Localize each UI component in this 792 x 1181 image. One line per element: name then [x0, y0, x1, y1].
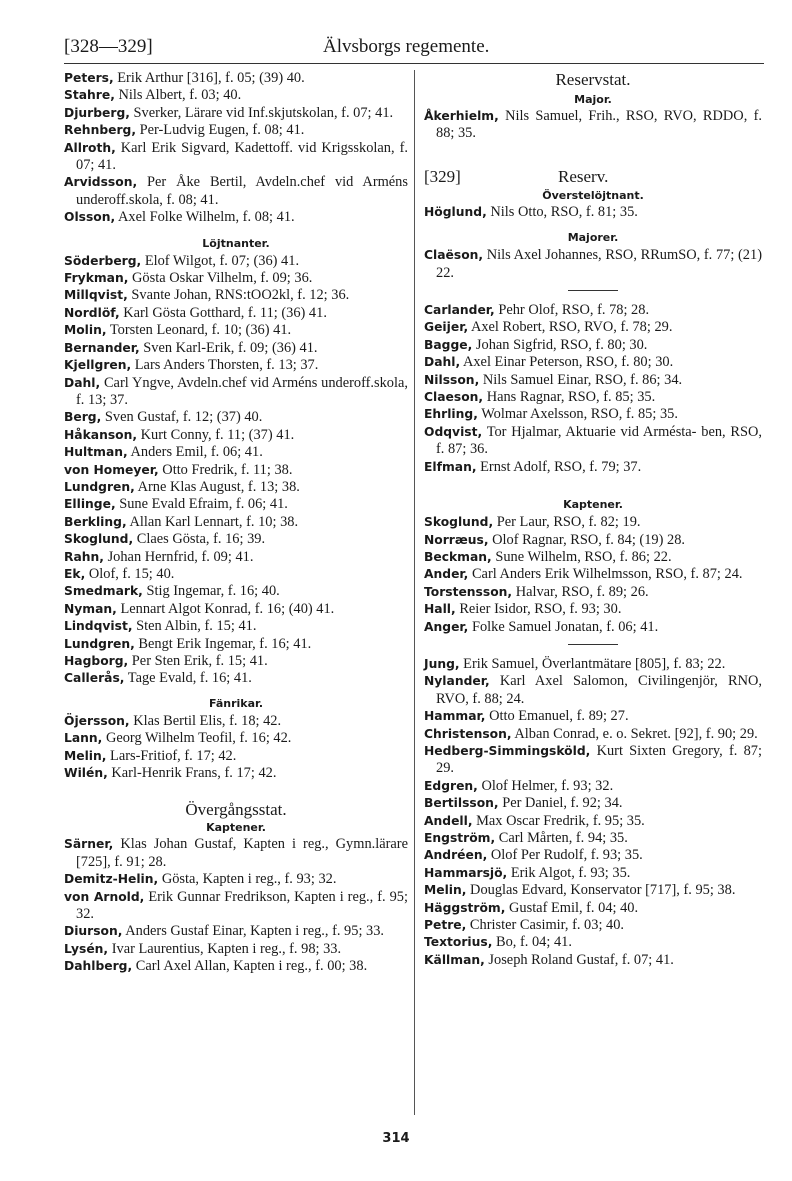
- entry-list-overstelojtnant: [424, 204, 762, 221]
- person-name: Arvidsson,: [64, 175, 138, 190]
- roster-entry: [424, 656, 762, 673]
- person-details: Per Åke Bertil, Avdeln.chef vid Arméns underoff.skola, f. 08; 41.: [76, 174, 408, 208]
- person-details: Erik Samuel, Överlantmätare [805], f. 83; 22.: [463, 655, 726, 672]
- section-page-number: [329]: [424, 166, 461, 186]
- person-name: Lundgren,: [64, 636, 135, 651]
- entry-list-majorer-2: [424, 302, 762, 476]
- section-heading-reservstat: Reservstat.: [555, 70, 631, 89]
- roster-entry: [424, 247, 762, 282]
- roster-entry: [424, 813, 762, 830]
- roster-entry: [64, 305, 408, 322]
- roster-entry: [424, 514, 762, 531]
- roster-entry: [64, 87, 408, 104]
- person-name: Ek,: [64, 566, 86, 581]
- header-rule: [64, 63, 764, 64]
- roster-entry: [64, 636, 408, 653]
- right-column: [424, 70, 762, 969]
- person-name: Beckman,: [424, 549, 492, 564]
- roster-entry: [424, 865, 762, 882]
- person-details: Carl Anders Erik Wilhelmsson, RSO, f. 87; 24.: [471, 566, 743, 583]
- person-details: Nils Samuel Einar, RSO, f. 86; 34.: [482, 371, 683, 388]
- roster-entry: [424, 337, 762, 354]
- person-details: Kurt Sixten Gregory, f. 87; 29.: [436, 742, 762, 777]
- person-details: Nils Axel Johannes, RSO, RRumSO, f. 77; (21) 22.: [436, 247, 762, 281]
- person-name: Dahl,: [424, 355, 461, 370]
- roster-entry: [424, 549, 762, 566]
- person-name: Nylander,: [424, 674, 490, 689]
- roster-entry: [424, 726, 762, 743]
- roster-entry: [424, 566, 762, 583]
- person-details: Carl Axel Allan, Kapten i reg., f. 00; 38.: [135, 958, 368, 975]
- roster-entry: [64, 713, 408, 730]
- roster-entry: [64, 122, 408, 139]
- roster-entry: [64, 871, 408, 888]
- rank-heading-major: Major.: [574, 93, 612, 106]
- person-details: Klas Bertil Elis, f. 18; 42.: [133, 712, 282, 729]
- person-details: Johan Hernfrid, f. 09; 41.: [107, 548, 254, 565]
- section-title-reserv: Reserv.: [558, 166, 609, 186]
- entry-list-lojtnanter: [64, 253, 408, 688]
- person-details: Christer Casimir, f. 03; 40.: [469, 917, 625, 934]
- person-name: Bertilsson,: [424, 796, 499, 811]
- roster-entry: [424, 459, 762, 476]
- left-column: [64, 70, 408, 976]
- roster-entry: [64, 375, 408, 410]
- person-name: Nyman,: [64, 601, 117, 616]
- person-name: Åkerhielm,: [424, 109, 499, 123]
- person-name: Engström,: [424, 831, 496, 845]
- person-name: von Arnold,: [64, 889, 145, 904]
- person-details: Olof Ragnar, RSO, f. 84; (19) 28.: [492, 531, 685, 548]
- person-details: Otto Fredrik, f. 11; 38.: [162, 461, 293, 478]
- person-name: Callerås,: [64, 671, 125, 686]
- roster-entry: [424, 743, 762, 778]
- roster-entry: [64, 748, 408, 765]
- entry-list-kaptener-reserv-2: [424, 656, 762, 969]
- person-details: Per-Ludvig Eugen, f. 08; 41.: [139, 122, 305, 139]
- person-name: Frykman,: [64, 271, 129, 286]
- person-name: Odqvist,: [424, 424, 483, 439]
- person-name: Claëson,: [424, 248, 484, 263]
- page-range: [328—329]: [64, 36, 153, 57]
- person-name: Skoglund,: [64, 532, 134, 547]
- person-details: Svante Johan, RNS:tOO2kl, f. 12; 36.: [131, 287, 350, 304]
- roster-entry: [424, 584, 762, 601]
- roster-entry: [64, 209, 408, 226]
- person-name: Dahl,: [64, 375, 101, 390]
- person-name: Hammar,: [424, 709, 486, 724]
- person-name: Ander,: [424, 567, 469, 582]
- person-name: Skoglund,: [424, 515, 494, 530]
- person-details: Hans Ragnar, RSO, f. 85; 35.: [486, 389, 656, 406]
- person-name: Öjersson,: [64, 713, 130, 728]
- roster-entry: [424, 302, 762, 319]
- person-name: Håkanson,: [64, 427, 138, 442]
- person-name: Djurberg,: [64, 105, 130, 120]
- person-name: Bagge,: [424, 337, 473, 352]
- roster-entry: [424, 917, 762, 934]
- roster-entry: [64, 357, 408, 374]
- person-details: Nils Otto, RSO, f. 81; 35.: [490, 203, 638, 220]
- person-name: Lundgren,: [64, 479, 135, 494]
- person-details: Joseph Roland Gustaf, f. 07; 41.: [488, 951, 674, 968]
- person-details: Axel Einar Peterson, RSO, f. 80; 30.: [462, 354, 674, 371]
- roster-entry: [64, 270, 408, 287]
- person-details: Axel Folke Wilhelm, f. 08; 41.: [118, 209, 295, 226]
- person-details: Otto Emanuel, f. 89; 27.: [489, 708, 629, 725]
- person-name: Millqvist,: [64, 288, 128, 303]
- person-name: Andell,: [424, 813, 473, 828]
- person-name: Allroth,: [64, 140, 116, 155]
- roster-entry: [64, 174, 408, 209]
- person-details: Claes Gösta, f. 16; 39.: [136, 531, 266, 548]
- roster-entry: [64, 670, 408, 687]
- rank-heading-overstelojtnant: Överstelöjtnant.: [542, 188, 644, 202]
- roster-entry: [424, 108, 762, 143]
- roster-entry: [64, 253, 408, 270]
- running-header: [64, 36, 764, 60]
- roster-entry: [64, 531, 408, 548]
- person-name: Jung,: [424, 656, 460, 671]
- roster-entry: [424, 934, 762, 951]
- person-details: Georg Wilhelm Teofil, f. 16; 42.: [105, 730, 292, 747]
- person-name: Nordlöf,: [64, 305, 120, 320]
- roster-entry: [64, 427, 408, 444]
- person-name: Melin,: [64, 748, 107, 763]
- person-details: Bengt Erik Ingemar, f. 16; 41.: [138, 635, 312, 652]
- person-details: Gösta Oskar Vilhelm, f. 09; 36.: [132, 270, 313, 287]
- person-details: Tor Hjalmar, Aktuarie vid Armésta- ben, RSO, f. 87; 36.: [436, 423, 762, 458]
- person-details: Pehr Olof, RSO, f. 78; 28.: [498, 302, 650, 319]
- roster-entry: [424, 708, 762, 725]
- person-name: Bernander,: [64, 340, 140, 355]
- person-name: Diurson,: [64, 924, 123, 939]
- roster-entry: [64, 889, 408, 924]
- roster-entry: [424, 532, 762, 549]
- roster-entry: [64, 618, 408, 635]
- roster-entry: [64, 601, 408, 618]
- person-details: Karl Gösta Gotthard, f. 11; (36) 41.: [123, 304, 327, 321]
- roster-entry: [64, 653, 408, 670]
- person-name: Claeson,: [424, 390, 484, 405]
- page-number: 314: [382, 1131, 410, 1146]
- roster-entry: [64, 105, 408, 122]
- person-details: Gustaf Emil, f. 04; 40.: [509, 899, 639, 916]
- person-name: Smedmark,: [64, 584, 143, 599]
- person-details: Per Laur, RSO, f. 82; 19.: [496, 514, 641, 531]
- entry-list-major: [424, 108, 762, 143]
- rank-heading-fanrikar: Fänrikar.: [208, 696, 264, 710]
- person-name: Söderberg,: [64, 253, 142, 268]
- person-name: Lysén,: [64, 941, 109, 956]
- person-details: Elof Wilgot, f. 07; (36) 41.: [144, 252, 300, 269]
- person-details: Lars-Fritiof, f. 17; 42.: [110, 747, 237, 764]
- person-name: Hultman,: [64, 445, 128, 460]
- roster-entry: [64, 836, 408, 871]
- roster-entry: [424, 778, 762, 795]
- roster-entry: [64, 583, 408, 600]
- person-name: Stahre,: [64, 88, 115, 103]
- person-details: Wolmar Axelsson, RSO, f. 85; 35.: [481, 406, 678, 423]
- person-name: Petre,: [424, 918, 467, 933]
- person-details: Nils Albert, f. 03; 40.: [118, 87, 242, 104]
- separator-rule: [568, 290, 618, 291]
- rank-heading-lojtnanter: Löjtnanter.: [202, 236, 270, 250]
- person-details: Johan Sigfrid, RSO, f. 80; 30.: [475, 336, 648, 353]
- person-details: Halvar, RSO, f. 89; 26.: [515, 583, 649, 600]
- person-details: Lennart Algot Konrad, f. 16; (40) 41.: [120, 600, 335, 617]
- person-details: Ernst Adolf, RSO, f. 79; 37.: [480, 458, 642, 475]
- person-details: Folke Samuel Jonatan, f. 06; 41.: [471, 618, 659, 635]
- rank-heading-kaptener-overgang: Kaptener.: [206, 821, 266, 835]
- column-divider: [414, 70, 415, 1115]
- person-name: Häggström,: [424, 900, 506, 915]
- person-details: Torsten Leonard, f. 10; (36) 41.: [109, 322, 292, 339]
- roster-entry: [64, 70, 408, 87]
- roster-entry: [424, 389, 762, 406]
- person-details: Reier Isidor, RSO, f. 93; 30.: [459, 601, 622, 618]
- roster-entry: [424, 204, 762, 221]
- separator-rule: [568, 644, 618, 645]
- person-name: Hammarsjö,: [424, 865, 508, 880]
- person-name: Demitz-Helin,: [64, 872, 159, 887]
- roster-entry: [424, 882, 762, 899]
- person-details: Axel Robert, RSO, RVO, f. 78; 29.: [470, 319, 673, 336]
- person-details: Per Sten Erik, f. 15; 41.: [131, 653, 268, 669]
- roster-entry: [424, 795, 762, 812]
- person-details: Sven Karl-Erik, f. 09; (36) 41.: [143, 339, 318, 356]
- person-name: Carlander,: [424, 303, 495, 318]
- person-name: Christenson,: [424, 726, 512, 741]
- roster-entry: [64, 566, 408, 583]
- person-details: Sverker, Lärare vid Inf.skjutskolan, f. 07; 41.: [133, 104, 394, 121]
- entry-list-kaptener-top: [64, 70, 408, 227]
- entry-list-kaptener-overgang: [64, 836, 408, 975]
- person-details: Carl Mårten, f. 94; 35.: [498, 830, 628, 846]
- person-details: Anders Gustaf Einar, Kapten i reg., f. 95; 33.: [125, 923, 385, 940]
- person-details: Olof Helmer, f. 93; 32.: [481, 777, 614, 794]
- person-details: Douglas Edvard, Konservator [717], f. 95; 38.: [470, 882, 736, 899]
- roster-entry: [64, 549, 408, 566]
- person-details: Allan Karl Lennart, f. 10; 38.: [129, 513, 299, 530]
- person-name: Lann,: [64, 731, 103, 746]
- entry-list-majorer-1: [424, 247, 762, 282]
- person-name: Kjellgren,: [64, 358, 132, 373]
- entry-list-kaptener-reserv-1: [424, 514, 762, 636]
- roster-entry: [64, 462, 408, 479]
- person-details: Tage Evald, f. 16; 41.: [127, 670, 252, 687]
- person-details: Per Daniel, f. 92; 34.: [502, 795, 623, 812]
- person-name: Geijer,: [424, 320, 469, 335]
- roster-entry: [424, 354, 762, 371]
- roster-entry: [64, 479, 408, 496]
- person-name: von Homeyer,: [64, 462, 159, 477]
- person-details: Klas Johan Gustaf, Kapten i reg., Gymn.lärare [725], f. 91; 28.: [76, 836, 408, 870]
- person-name: Hagborg,: [64, 654, 129, 668]
- person-details: Ivar Laurentius, Kapten i reg., f. 98; 33.: [111, 940, 342, 957]
- person-name: Källman,: [424, 952, 485, 967]
- person-name: Hedberg-Simmingsköld,: [424, 743, 591, 758]
- person-details: Sven Gustaf, f. 12; (37) 40.: [104, 409, 263, 426]
- person-details: Anders Emil, f. 06; 41.: [130, 444, 263, 461]
- person-name: Dahlberg,: [64, 959, 133, 974]
- person-name: Nilsson,: [424, 372, 480, 387]
- person-name: Hall,: [424, 602, 456, 617]
- roster-entry: [424, 673, 762, 708]
- roster-entry: [424, 847, 762, 864]
- person-name: Peters,: [64, 71, 114, 85]
- person-details: Max Oscar Fredrik, f. 95; 35.: [476, 812, 645, 829]
- person-details: Olof, f. 15; 40.: [88, 565, 175, 582]
- person-details: Gösta, Kapten i reg., f. 93; 32.: [161, 871, 337, 888]
- roster-entry: [64, 287, 408, 304]
- roster-entry: [64, 923, 408, 940]
- person-name: Norræus,: [424, 532, 489, 547]
- person-details: Kurt Conny, f. 11; (37) 41.: [140, 426, 295, 443]
- person-name: Textorius,: [424, 935, 493, 950]
- roster-entry: [424, 900, 762, 917]
- person-details: Karl Erik Sigvard, Kadettoff. vid Krigsskolan, f. 07; 41.: [76, 139, 408, 174]
- roster-entry: [424, 619, 762, 636]
- person-details: Bo, f. 04; 41.: [496, 934, 572, 951]
- rank-heading-kaptener-reserv: Kaptener.: [563, 498, 623, 512]
- roster-entry: [64, 941, 408, 958]
- section-heading-reserv: [424, 167, 762, 187]
- person-name: Berg,: [64, 410, 102, 425]
- roster-entry: [424, 372, 762, 389]
- roster-entry: [64, 514, 408, 531]
- roster-entry: [64, 140, 408, 175]
- person-name: Lindqvist,: [64, 619, 133, 634]
- person-details: Stig Ingemar, f. 16; 40.: [146, 583, 280, 600]
- roster-entry: [64, 730, 408, 747]
- person-details: Olof Per Rudolf, f. 93; 35.: [490, 847, 643, 864]
- roster-entry: [424, 406, 762, 423]
- person-details: Sten Albin, f. 15; 41.: [136, 618, 257, 635]
- section-heading-overgangsstat: Övergångsstat.: [185, 800, 287, 820]
- person-details: Erik Arthur [316], f. 05; (39) 40.: [117, 70, 305, 86]
- roster-entry: [64, 958, 408, 975]
- roster-entry: [64, 409, 408, 426]
- roster-entry: [64, 340, 408, 357]
- person-details: Karl Axel Salomon, Civilingenjör, RNO, RVO, f. 88; 24.: [436, 673, 762, 707]
- person-name: Melin,: [424, 883, 467, 898]
- person-name: Berkling,: [64, 514, 127, 529]
- person-details: Erik Gunnar Fredrikson, Kapten i reg., f. 95; 32.: [76, 888, 408, 923]
- person-details: Sune Wilhelm, RSO, f. 86; 22.: [495, 548, 672, 565]
- roster-entry: [424, 952, 762, 969]
- person-name: Rahn,: [64, 549, 104, 564]
- person-name: Rehnberg,: [64, 123, 136, 138]
- roster-entry: [64, 444, 408, 461]
- person-details: Sune Evald Efraim, f. 06; 41.: [119, 496, 288, 513]
- person-details: Karl-Henrik Frans, f. 17; 42.: [111, 765, 277, 782]
- roster-entry: [424, 319, 762, 336]
- person-name: Elfman,: [424, 459, 477, 474]
- running-title: Älvsborgs regemente.: [323, 36, 490, 57]
- person-details: Erik Algot, f. 93; 35.: [510, 864, 631, 881]
- person-name: Wilén,: [64, 766, 108, 781]
- person-name: Höglund,: [424, 204, 487, 219]
- roster-entry: [64, 496, 408, 513]
- roster-entry: [424, 830, 762, 847]
- person-name: Olsson,: [64, 210, 116, 225]
- rank-heading-majorer: Majorer.: [567, 231, 619, 245]
- person-name: Anger,: [424, 619, 469, 634]
- entry-list-fanrikar: [64, 713, 408, 783]
- person-details: Nils Samuel, Frih., RSO, RVO, RDDO, f. 88; 35.: [436, 108, 762, 142]
- person-details: Carl Yngve, Avdeln.chef vid Arméns underoff.skola, f. 13; 37.: [76, 374, 408, 408]
- roster-entry: [424, 424, 762, 459]
- person-name: Ehrling,: [424, 407, 478, 422]
- person-name: Edgren,: [424, 778, 478, 793]
- person-name: Torstensson,: [424, 584, 513, 599]
- person-details: Arne Klas August, f. 13; 38.: [137, 478, 300, 495]
- person-details: Alban Conrad, e. o. Sekret. [92], f. 90; 29.: [514, 725, 758, 742]
- person-name: Särner,: [64, 837, 114, 852]
- person-name: Andréen,: [424, 848, 488, 863]
- person-name: Ellinge,: [64, 497, 116, 512]
- roster-entry: [64, 765, 408, 782]
- roster-entry: [64, 322, 408, 339]
- person-name: Molin,: [64, 323, 107, 338]
- roster-entry: [424, 601, 762, 618]
- person-details: Lars Anders Thorsten, f. 13; 37.: [134, 357, 319, 374]
